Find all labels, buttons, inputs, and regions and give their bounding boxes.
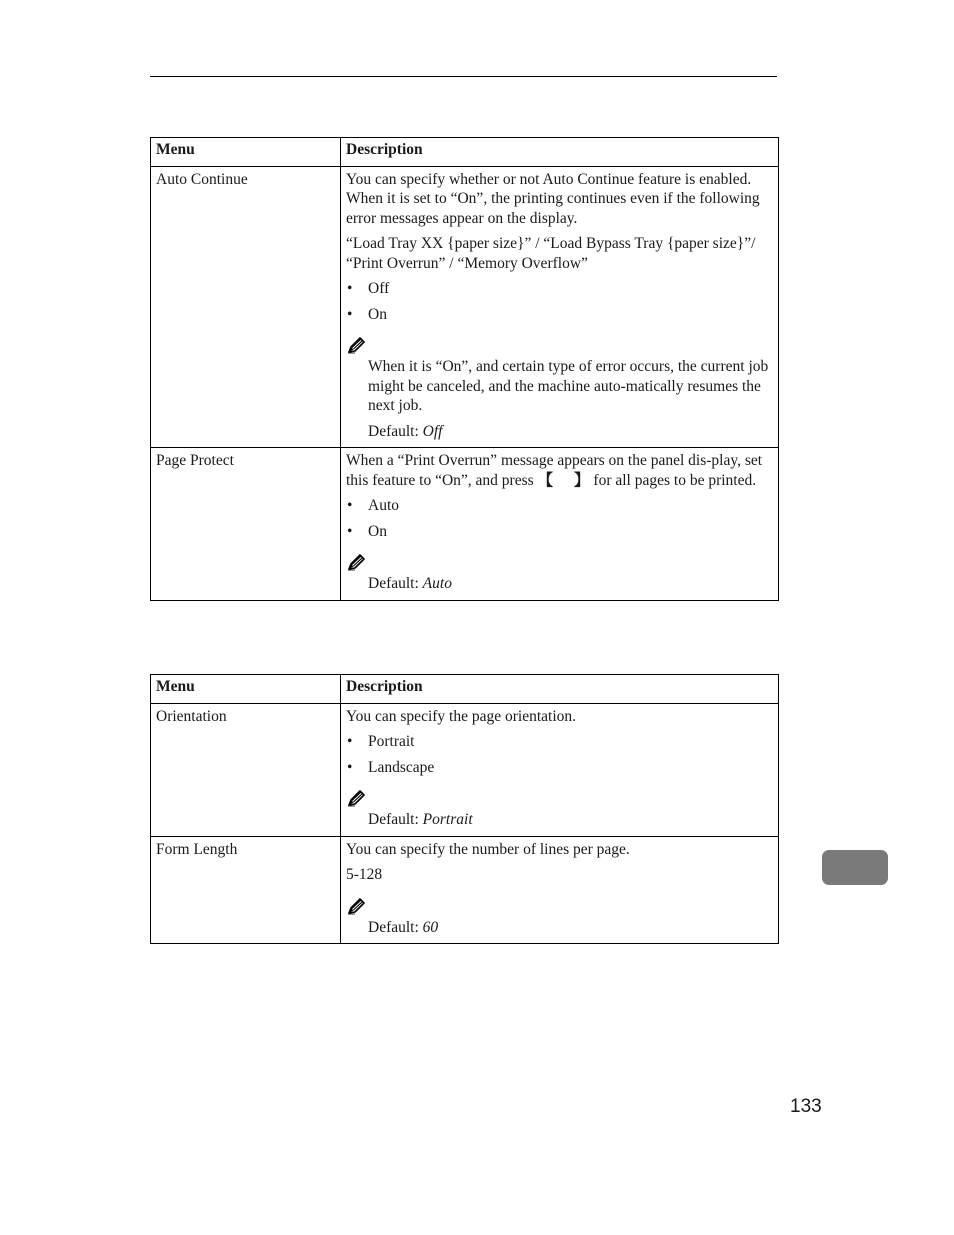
option-list xyxy=(346,279,773,324)
description-text xyxy=(346,451,773,490)
default-label: Default: xyxy=(368,918,419,936)
table-row-form-length xyxy=(151,836,779,944)
description-column-header: Description xyxy=(341,138,779,167)
key-close-bracket: 】 xyxy=(574,471,590,489)
menu-column-header: Menu xyxy=(151,138,341,167)
chapter-tab-marker xyxy=(822,850,888,885)
option-label: On xyxy=(368,522,387,540)
description-column-header: Description xyxy=(341,675,779,704)
option-label: Auto xyxy=(368,497,399,514)
default-value: Auto xyxy=(422,575,452,592)
description-text-after-key: for all pages to be printed. xyxy=(593,471,757,489)
option-label: Portrait xyxy=(368,733,415,750)
default-line xyxy=(368,918,773,938)
note-text: When it is “On”, and certain type of error occurs, the current job might be canceled, and the machine auto-matically resumes the next job. xyxy=(368,358,769,414)
default-value: Portrait xyxy=(422,811,473,828)
default-value: Off xyxy=(422,422,443,440)
default-label: Default: xyxy=(368,575,419,592)
list-item: • Off xyxy=(347,280,390,297)
pencil-note-icon xyxy=(346,553,366,571)
default-line xyxy=(368,574,773,594)
error-messages: “Load Tray XX {paper size}” / “Load Bypass Tray {paper size}”/ “Print Overrun” / “Memory Overflow” xyxy=(346,235,756,272)
table-row-page-protect xyxy=(151,448,779,601)
list-item: • Auto xyxy=(347,497,399,514)
default-line xyxy=(368,810,773,830)
value-range: 5-128 xyxy=(346,866,383,883)
list-item: • Landscape xyxy=(347,758,435,776)
default-value: 60 xyxy=(422,918,439,936)
top-rule xyxy=(150,76,777,77)
description-cell xyxy=(341,448,779,601)
pencil-note-icon xyxy=(346,336,366,354)
option-list xyxy=(346,732,773,777)
table-header-row xyxy=(151,675,779,704)
pencil-note-icon xyxy=(346,897,366,915)
option-list xyxy=(346,496,773,541)
list-item: • Portrait xyxy=(347,733,415,750)
key-open-bracket: 【 xyxy=(537,471,554,489)
menu-cell: Page Protect xyxy=(151,448,341,601)
option-label: Landscape xyxy=(368,758,435,776)
option-label: Off xyxy=(368,280,390,297)
menu-column-header: Menu xyxy=(151,675,341,704)
description-text: You can specify the page orientation. xyxy=(346,707,577,725)
menu-cell: Auto Continue xyxy=(151,166,341,448)
default-line xyxy=(368,422,773,442)
default-label: Default: xyxy=(368,811,419,828)
table-row-auto-continue xyxy=(151,166,779,448)
description-text-before-key: When a “Print Overrun” message appears on the panel dis-play, set this feature to “On”, and press xyxy=(346,452,763,489)
default-label: Default: xyxy=(368,422,419,440)
description-cell xyxy=(341,703,779,836)
table-header-row xyxy=(151,138,779,167)
table-row-orientation xyxy=(151,703,779,836)
menu-table-1 xyxy=(150,137,779,601)
list-item: • On xyxy=(347,522,387,540)
menu-cell: Orientation xyxy=(151,703,341,836)
menu-table-2 xyxy=(150,674,779,944)
description-cell xyxy=(341,836,779,944)
description-text: You can specify whether or not Auto Continue feature is enabled. When it is set to “On”, the printing continues even if the following error messages appear on the display. xyxy=(346,170,760,227)
pencil-note-icon xyxy=(346,789,366,807)
option-label: On xyxy=(368,305,387,323)
key-brackets xyxy=(538,471,590,491)
description-cell xyxy=(341,166,779,448)
page-number: 133 xyxy=(790,1096,822,1117)
menu-cell: Form Length xyxy=(151,836,341,944)
description-text: You can specify the number of lines per page. xyxy=(346,840,630,858)
list-item: • On xyxy=(347,305,387,323)
